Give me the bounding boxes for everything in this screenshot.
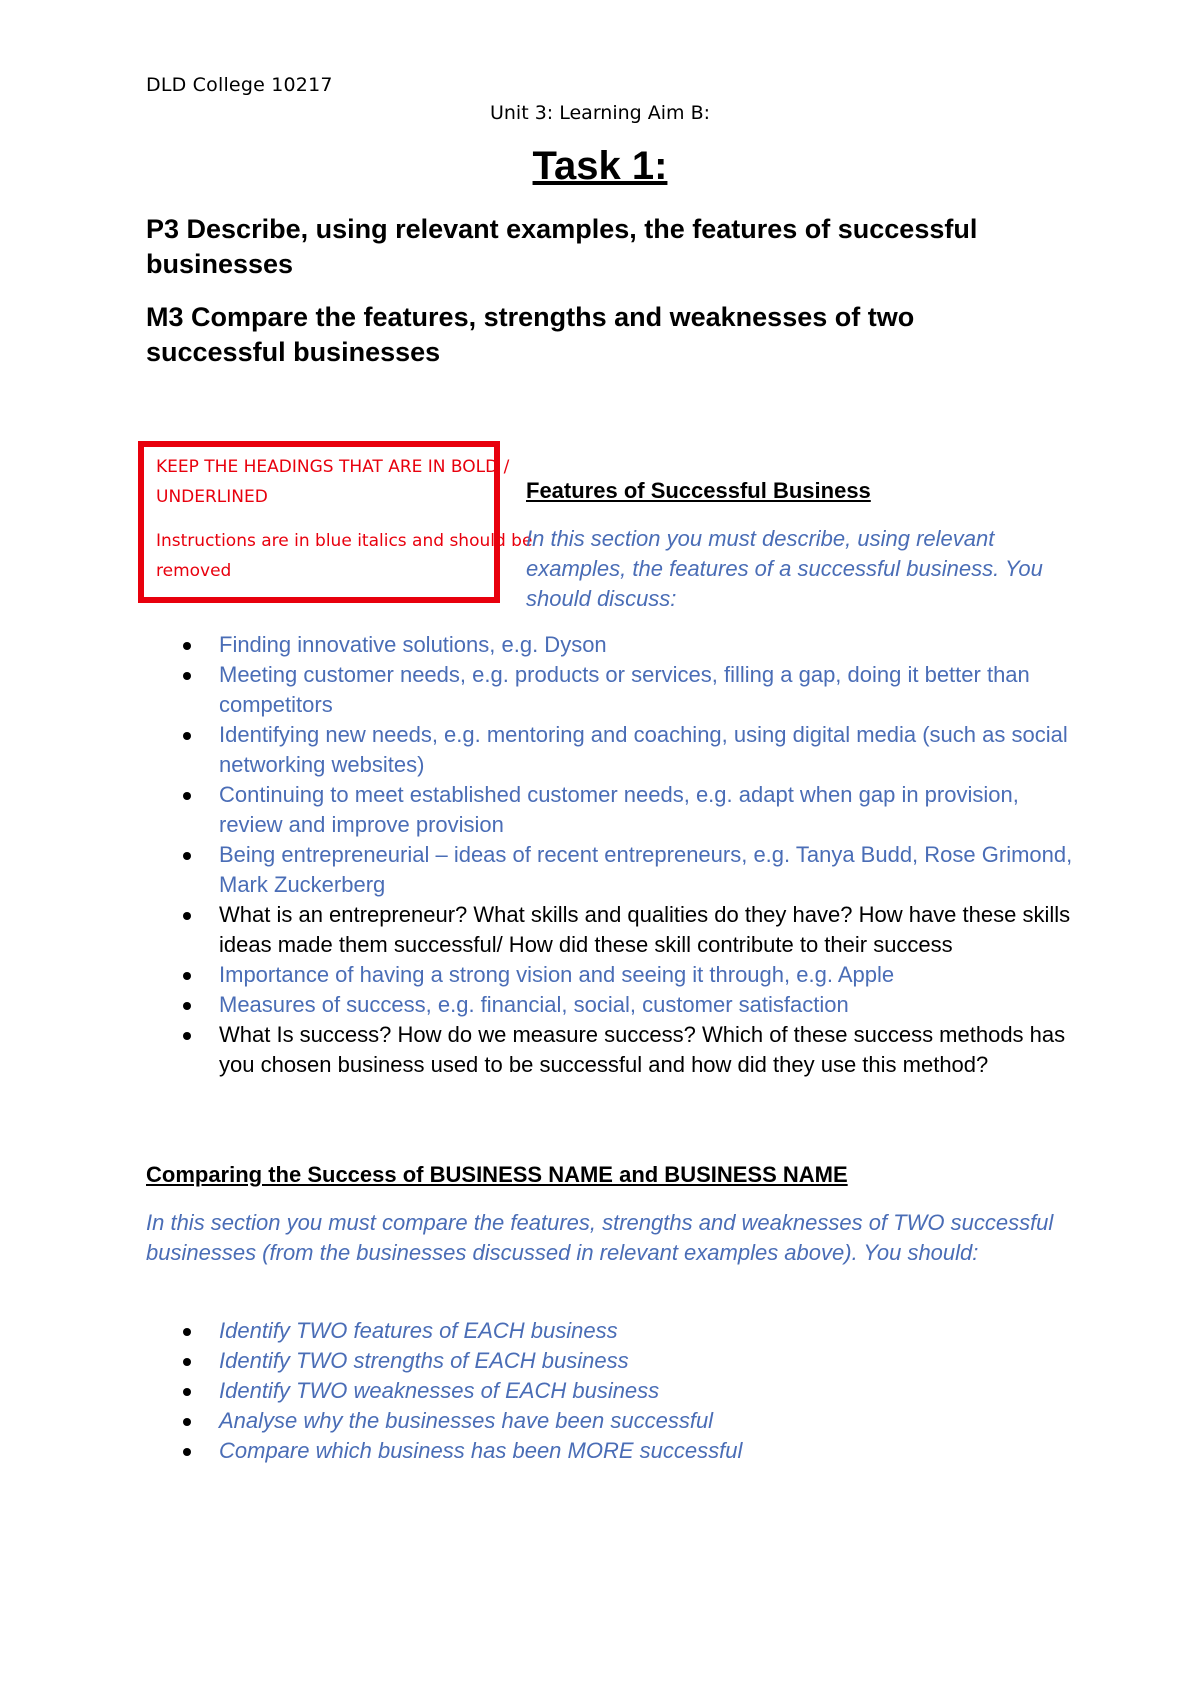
section-features-intro: In this section you must describe, using relevant examples, the features of a successful business. You should discuss:: [526, 526, 1043, 611]
list-item: Importance of having a strong vision and seeing it through, e.g. Apple: [145, 960, 1075, 990]
list-item: What Is success? How do we measure success? Which of these success methods has you chosen business used to be successful and how did they use this method?: [145, 1020, 1075, 1080]
list-item: What is an entrepreneur? What skills and qualities do they have? How have these skills ideas made them successful/ How did these skill contribute to their success: [145, 900, 1075, 960]
instruction-note-text: [156, 452, 536, 586]
criterion-m3: M3 Compare the features, strengths and weaknesses of two successful businesses: [146, 302, 915, 367]
list-item: Identify TWO features of EACH business: [145, 1316, 1075, 1346]
header-unit: Unit 3: Learning Aim B:: [489, 102, 711, 124]
features-bullet-list: [145, 630, 1075, 1080]
list-item: Meeting customer needs, e.g. products or services, filling a gap, doing it better than competitors: [145, 660, 1075, 720]
list-item: Measures of success, e.g. financial, social, customer satisfaction: [145, 990, 1075, 1020]
comparison-bullet-list: [145, 1316, 1075, 1466]
section-features-heading: Features of Successful Business: [526, 478, 871, 503]
list-item: Identify TWO weaknesses of EACH business: [145, 1376, 1075, 1406]
list-item: Compare which business has been MORE successful: [145, 1436, 1075, 1466]
section-comparison-heading: Comparing the Success of BUSINESS NAME and BUSINESS NAME: [146, 1162, 848, 1187]
list-item: Finding innovative solutions, e.g. Dyson: [145, 630, 1075, 660]
note-line-instructions: Instructions are in blue italics and should be removed: [156, 531, 533, 581]
list-item: Identifying new needs, e.g. mentoring and coaching, using digital media (such as social networking websites): [145, 720, 1075, 780]
task-title: Task 1:: [532, 144, 668, 188]
list-item: Identify TWO strengths of EACH business: [145, 1346, 1075, 1376]
list-item: Being entrepreneurial – ideas of recent entrepreneurs, e.g. Tanya Budd, Rose Grimond, Mark Zuckerberg: [145, 840, 1075, 900]
list-item: Analyse why the businesses have been successful: [145, 1406, 1075, 1436]
criterion-p3: P3 Describe, using relevant examples, the features of successful businesses: [146, 214, 978, 279]
note-line-headings: KEEP THE HEADINGS THAT ARE IN BOLD / UNDERLINED: [156, 457, 510, 507]
list-item: Continuing to meet established customer needs, e.g. adapt when gap in provision, review and improve provision: [145, 780, 1075, 840]
header-organization: DLD College 10217: [146, 74, 333, 96]
section-comparison-intro: In this section you must compare the features, strengths and weaknesses of TWO successful businesses (from the businesses discussed in relevant examples above). You should:: [146, 1210, 1054, 1265]
